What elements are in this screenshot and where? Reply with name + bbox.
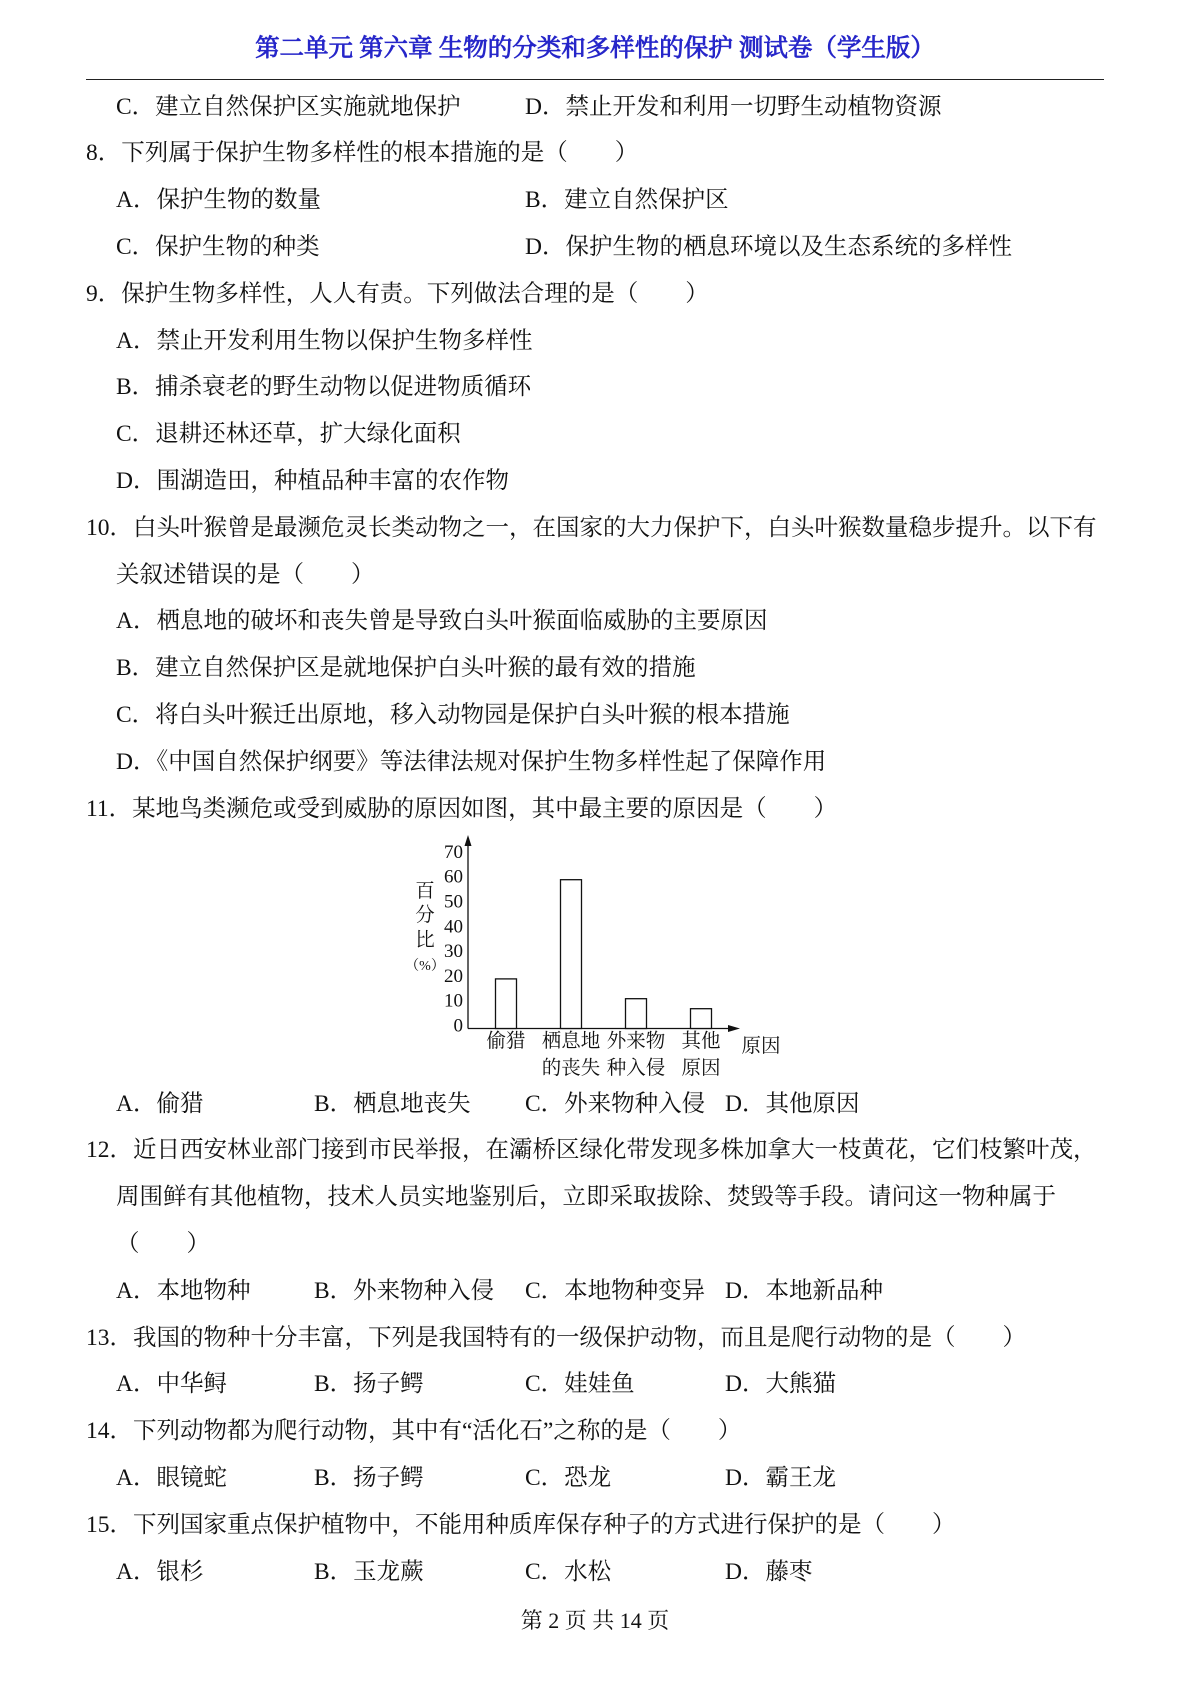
option-b: B．捕杀衰老的野生动物以促进物质循环 (116, 374, 532, 401)
option-c: C．建立自然保护区实施就地保护 (116, 93, 461, 120)
category-label: 外来物 (606, 1031, 666, 1053)
question-10-stem-continued (0, 552, 1190, 599)
x-axis-label: 原因 (741, 1036, 781, 1058)
option-c: C．水松 (525, 1558, 612, 1585)
y-tick-label: 60 (444, 867, 463, 889)
category-label: 其他 (681, 1031, 721, 1053)
option-d: D．《中国自然保护纲要》等法律法规对保护生物多样性起了保障作用 (116, 748, 827, 775)
option-d: D．禁止开发和利用一切野生动植物资源 (525, 93, 942, 120)
y-tick-label: 20 (444, 966, 463, 988)
option-d: D．保护生物的栖息环境以及生态系统的多样性 (525, 233, 1012, 260)
question-9-option-row (0, 411, 1190, 458)
option-a: A．保护生物的数量 (116, 187, 321, 214)
category-label: 栖息地 (541, 1031, 601, 1053)
y-tick-label: 10 (444, 991, 463, 1013)
chart-bar-4 (691, 1009, 712, 1029)
question-stem: 8．下列属于保护生物多样性的根本措施的是（ ） (86, 140, 639, 167)
category-label: 种入侵 (606, 1058, 666, 1080)
y-tick-label: 30 (444, 941, 463, 963)
option-a: A．眼镜蛇 (116, 1464, 227, 1491)
question-stem-continued: 周围鲜有其他植物，技术人员实地鉴别后，立即采取拔除、焚毁等手段。请问这一物种属于 (116, 1184, 1056, 1211)
question-14-stem (0, 1408, 1190, 1455)
exam-title: 第二单元 第六章 生物的分类和多样性的保护 测试卷（学生版） (255, 35, 935, 62)
y-axis-label: 百 (415, 881, 435, 903)
question-11-options-row (0, 1081, 1190, 1128)
option-c: C．本地物种变异 (525, 1277, 706, 1304)
question-9-option-row (0, 458, 1190, 505)
question-11-stem (0, 786, 1190, 833)
y-tick-label: 70 (444, 842, 463, 864)
question-12-stem-continued (0, 1174, 1190, 1221)
question-stem: 9．保护生物多样性，人人有责。下列做法合理的是（ ） (86, 280, 709, 307)
question-13-stem (0, 1315, 1190, 1362)
question-stem: 11．某地鸟类濒危或受到威胁的原因如图，其中最主要的原因是（ ） (86, 795, 838, 822)
question-stem: 10．白头叶猴曾是最濒危灵长类动物之一，在国家的大力保护下，白头叶猴数量稳步提升。以下有 (86, 514, 1097, 541)
option-a: A．栖息地的破坏和丧失曾是导致白头叶猴面临威胁的主要原因 (116, 608, 768, 635)
question-10-option-row (0, 645, 1190, 692)
category-label: 的丧失 (541, 1058, 601, 1080)
option-b: B．建立自然保护区 (525, 187, 729, 214)
category-label: 偷猎 (486, 1031, 526, 1053)
header-divider (86, 79, 1104, 80)
option-c: C．保护生物的种类 (116, 233, 320, 260)
q7-options-row (0, 84, 1190, 131)
question-stem: 13．我国的物种十分丰富，下列是我国特有的一级保护动物，而且是爬行动物的是（ ） (86, 1324, 1026, 1351)
question-8-options-row (0, 224, 1190, 271)
question-stem-continued: 关叙述错误的是（ ） (116, 561, 375, 588)
option-b: B．外来物种入侵 (314, 1277, 495, 1304)
y-axis-arrow (465, 835, 472, 846)
question-10-option-row (0, 598, 1190, 645)
option-a: A．银杉 (116, 1558, 204, 1585)
option-a: A．本地物种 (116, 1277, 251, 1304)
question-10-stem (0, 505, 1190, 552)
option-d: D．本地新品种 (725, 1277, 883, 1304)
option-b: B．建立自然保护区是就地保护白头叶猴的最有效的措施 (116, 655, 696, 682)
question-10-option-row (0, 739, 1190, 786)
y-axis-label: 分 (415, 905, 435, 927)
x-axis-arrow (728, 1025, 740, 1032)
option-a: A．中华鲟 (116, 1371, 227, 1398)
question-15-options-row (0, 1549, 1190, 1596)
option-d: D．围湖造田，种植品种丰富的农作物 (116, 467, 509, 494)
option-c: C．退耕还林还草，扩大绿化面积 (116, 421, 461, 448)
question-12-options-row (0, 1268, 1190, 1315)
question-9-option-row (0, 364, 1190, 411)
chart-bar-2 (561, 880, 582, 1029)
option-a: A．偷猎 (116, 1090, 204, 1117)
question-13-options-row (0, 1361, 1190, 1408)
bird-threat-chart (0, 832, 1190, 1080)
y-tick-label: 50 (444, 891, 463, 913)
question-9-option-row (0, 318, 1190, 365)
answer-bracket: （ ） (116, 1230, 210, 1257)
option-d: D．藤枣 (725, 1558, 813, 1585)
option-a: A．禁止开发利用生物以保护生物多样性 (116, 327, 533, 354)
question-12-stem-continued (0, 1221, 1190, 1268)
question-stem: 15．下列国家重点保护植物中，不能用种质库保存种子的方式进行保护的是（ ） (86, 1511, 956, 1538)
y-axis-unit: （%） (405, 959, 445, 975)
y-tick-label: 40 (444, 916, 463, 938)
option-d: D．其他原因 (725, 1090, 860, 1117)
y-tick-label: 0 (453, 1015, 463, 1037)
option-d: D．霸王龙 (725, 1464, 836, 1491)
question-14-options-row (0, 1455, 1190, 1502)
question-8-options-row (0, 177, 1190, 224)
y-axis-label: 比 (415, 930, 435, 952)
question-15-stem (0, 1502, 1190, 1549)
question-12-stem (0, 1127, 1190, 1174)
option-c: C．外来物种入侵 (525, 1090, 706, 1117)
chart-bar-1 (496, 979, 517, 1029)
question-9-stem (0, 271, 1190, 318)
option-d: D．大熊猫 (725, 1371, 836, 1398)
question-8-stem (0, 130, 1190, 177)
option-b: B．扬子鳄 (314, 1464, 424, 1491)
question-stem: 14．下列动物都为爬行动物，其中有“活化石”之称的是（ ） (86, 1418, 742, 1445)
question-10-option-row (0, 692, 1190, 739)
question-stem: 12．近日西安林业部门接到市民举报，在灞桥区绿化带发现多株加拿大一枝黄花，它们枝繁叶茂， (86, 1137, 1097, 1164)
option-b: B．扬子鳄 (314, 1371, 424, 1398)
option-c: C．娃娃鱼 (525, 1371, 635, 1398)
page-number: 第 2 页 共 14 页 (520, 1608, 670, 1633)
chart-bar-3 (626, 999, 647, 1029)
option-c: C．将白头叶猴迁出原地，移入动物园是保护白头叶猴的根本措施 (116, 701, 790, 728)
question-list (0, 84, 1190, 1596)
option-b: B．栖息地丧失 (314, 1090, 471, 1117)
option-b: B．玉龙蕨 (314, 1558, 424, 1585)
category-label: 原因 (681, 1058, 721, 1080)
bar-chart (0, 832, 1190, 1080)
option-c: C．恐龙 (525, 1464, 612, 1491)
